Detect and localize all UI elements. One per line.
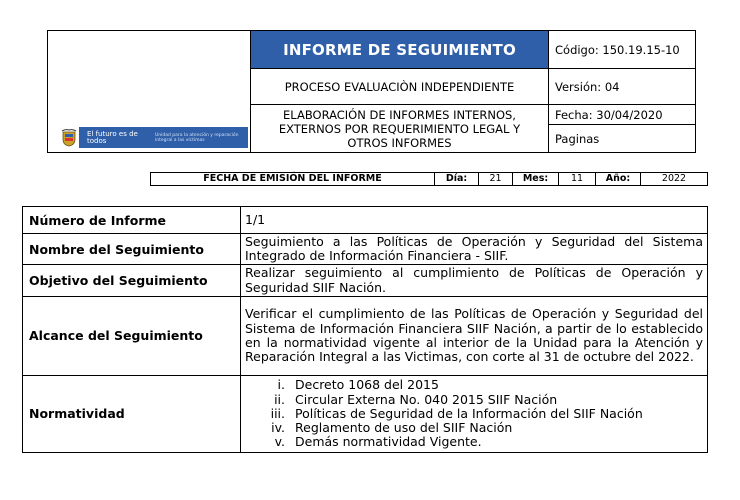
- tracking-objective-value: Realizar seguimiento al cumplimiento de Políticas de Operación y Seguridad SIIF Nación.: [241, 265, 708, 296]
- list-item-number: i.: [277, 377, 285, 393]
- logo-unit-name: Unidad para la atención y reparación integral a las víctimas: [155, 132, 239, 143]
- list-item-number: iv.: [271, 419, 285, 435]
- document-date: Fecha: 30/04/2020: [549, 105, 695, 125]
- list-item-number: ii.: [274, 391, 285, 407]
- list-item-number: v.: [274, 434, 285, 450]
- logo-slogan: El futuro es de todos: [87, 129, 138, 145]
- tracking-name-value: Seguimiento a las Políticas de Operación y Seguridad del Sistema Integrado de Información Financiera - SIIF.: [241, 234, 708, 265]
- year-value: 2022: [640, 172, 708, 186]
- list-item: [245, 393, 703, 407]
- report-info-table: [22, 206, 708, 453]
- table-row: [23, 375, 708, 452]
- document-code: Código: 150.19.15-10: [549, 31, 695, 69]
- elaboration-text: ELABORACIÓN DE INFORMES INTERNOS, EXTERNOS POR REQUERIMIENTO LEGAL Y OTROS INFORMES: [278, 107, 521, 150]
- process-name: PROCESO EVALUACIÒN INDEPENDIENTE: [251, 69, 548, 105]
- document-title: INFORME DE SEGUIMIENTO: [251, 31, 548, 69]
- header-meta: [548, 31, 695, 152]
- regulations-label: Normatividad: [23, 375, 241, 452]
- regulations-list: [245, 378, 703, 449]
- list-item-text: Políticas de Seguridad de la Información del SIIF Nación: [295, 405, 643, 421]
- emission-date-row: [150, 172, 708, 186]
- report-number-value: 1/1: [241, 207, 708, 234]
- list-item: [245, 421, 703, 435]
- table-row: [23, 207, 708, 234]
- day-label: Día:: [434, 172, 478, 186]
- list-item-text: Reglamento de uso del SIIF Nación: [295, 419, 513, 435]
- table-row: [23, 265, 708, 296]
- tracking-scope-label: Alcance del Seguimiento: [23, 296, 241, 375]
- list-item-number: iii.: [270, 405, 285, 421]
- year-label: Año:: [595, 172, 640, 186]
- month-label: Mes:: [512, 172, 558, 186]
- table-row: [23, 296, 708, 375]
- list-item: [245, 435, 703, 449]
- tracking-objective-label: Objetivo del Seguimiento: [23, 265, 241, 296]
- list-item-text: Circular Externa No. 040 2015 SIIF Nación: [295, 391, 558, 407]
- logo-cell: [48, 31, 251, 152]
- list-item-text: Demás normatividad Vigente.: [295, 434, 482, 450]
- coat-of-arms-icon: [59, 127, 79, 148]
- tracking-name-label: Nombre del Seguimiento: [23, 234, 241, 265]
- document-version: Versión: 04: [549, 69, 695, 105]
- list-item: [245, 378, 703, 392]
- emission-label: FECHA DE EMISIÓN DEL INFORME: [150, 172, 434, 186]
- day-value: 21: [478, 172, 512, 186]
- document-header: [47, 30, 696, 153]
- report-number-label: Número de Informe: [23, 207, 241, 234]
- regulations-value: [241, 375, 708, 452]
- table-row: [23, 234, 708, 265]
- header-middle: [251, 31, 548, 152]
- list-item: [245, 407, 703, 421]
- institution-logo: [59, 127, 248, 148]
- month-value: 11: [558, 172, 595, 186]
- list-item-text: Decreto 1068 del 2015: [295, 377, 439, 393]
- document-pages: Paginas: [555, 131, 600, 146]
- tracking-scope-value: Verificar el cumplimiento de las Políticas de Operación y Seguridad del Sistema de Información Financiera SIIF Nación, a partir de lo establecido en la normatividad vigente al interior de la Unidad para la Atención y Reparación Integral a las Victimas, con corte al 31 de octubre del 2022.: [241, 296, 708, 375]
